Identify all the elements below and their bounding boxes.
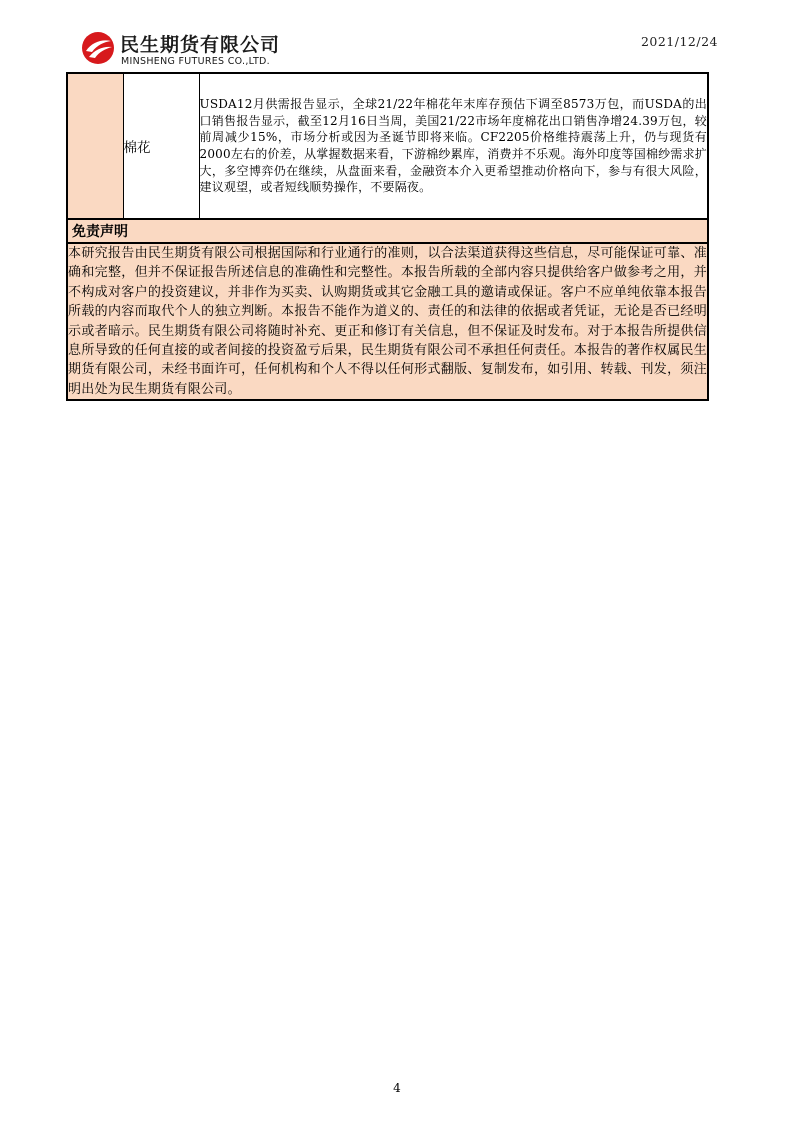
- commodity-analysis: USDA12月供需报告显示，全球21/22年棉花年末库存预估下调至8573万包，而USDA的出口销售报告显示，截至12月16日当周，美国21/22市场年度棉花出口销售净增24.39万包，较前周减少15%，市场分析或因为圣诞节即将来临。CF2205价格维持震荡上升，仍与现货有2000左右的价差，从掌握数据来看，下游棉纱累库，消费并不乐观。海外印度等国棉纱需求扩大，多空博弈仍在继续，从盘面来看，金融资本介入更希望推动价格向下，参与有很大风险，建议观望，或者短线顺势操作，不要隔夜。: [199, 73, 708, 219]
- minsheng-logo-icon: [80, 30, 116, 66]
- company-name-cn: 民生期货有限公司: [120, 34, 281, 56]
- disclaimer-body: 本研究报告由民生期货有限公司根据国际和行业通行的准则，以合法渠道获得这些信息，尽可能保证可靠、准确和完整，但并不保证报告所述信息的准确性和完整性。本报告所载的全部内容只提供给客户做参考之用，并不构成对客户的投资建议，并非作为买卖、认购期货或其它金融工具的邀请或保证。客户不应单纯依靠本报告所载的内容而取代个人的独立判断。本报告不能作为道义的、责任的和法律的依据或者凭证，无论是否已经明示或者暗示。民生期货有限公司将随时补充、更正和修订有关信息，但不保证及时发布。对于本报告所提供信息所导致的任何直接的或者间接的投资盈亏后果，民生期货有限公司不承担任何责任。本报告的著作权属民生期货有限公司，未经书面许可，任何机构和个人不得以任何形式翻版、复制发布，如引用、转载、刊发，须注明出处为民生期货有限公司。: [67, 243, 708, 400]
- disclaimer-body-row: [67, 243, 708, 400]
- report-date: 2021/12/24: [640, 34, 718, 49]
- page-number: 4: [393, 1081, 401, 1095]
- commodity-row: [67, 73, 708, 219]
- category-cell: [67, 73, 123, 219]
- company-name-en: MINSHENG FUTURES CO.,LTD.: [121, 56, 270, 67]
- disclaimer-title: 免责声明: [67, 219, 708, 243]
- disclaimer-header-row: [67, 219, 708, 243]
- page-header: [0, 0, 794, 72]
- report-table: [66, 72, 709, 401]
- company-logo: [80, 30, 320, 70]
- commodity-name: 棉花: [123, 73, 199, 219]
